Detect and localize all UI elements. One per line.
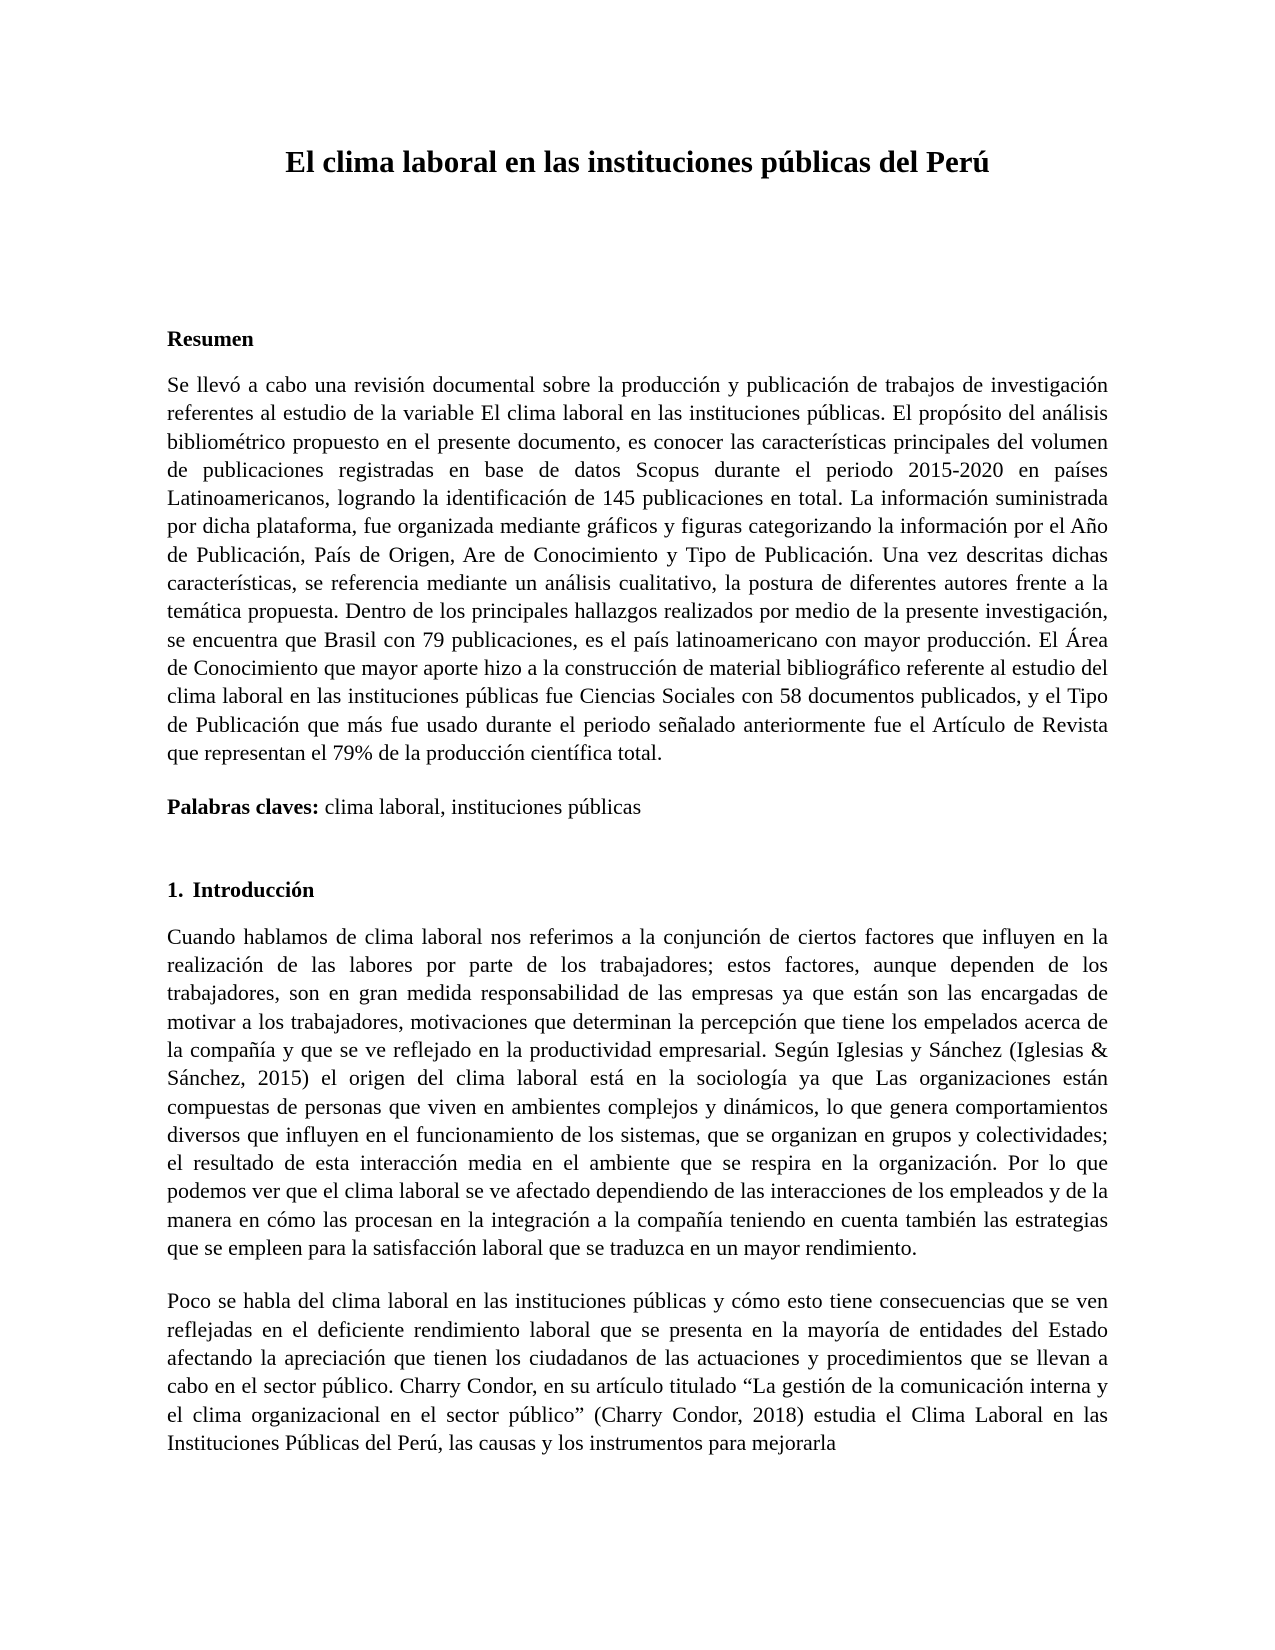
section-number: 1.	[167, 877, 184, 903]
keywords-label: Palabras claves:	[167, 794, 320, 820]
keywords-value: clima laboral, instituciones públicas	[324, 794, 642, 820]
abstract-heading: Resumen	[167, 326, 254, 351]
section-title: Introducción	[192, 877, 315, 903]
abstract-paragraph: Se llevó a cabo una revisión documental sobre la producción y publicación de trabajos de investigación referentes al estudio de la variable El clima laboral en las instituciones públicas. El propósito del análisis bibliométrico propuesto en el presente documento, es conocer las características principales del volumen de publicaciones registradas en base de datos Scopus durante el periodo 2015-2020 en países Latinoamericanos, logrando la identificación de 145 publicaciones en total. La información suministrada por dicha plataforma, fue organizada mediante gráficos y figuras categorizando la información por el Año de Publicación, País de Origen, Are de Conocimiento y Tipo de Publicación. Una vez descritas dichas características, se referencia mediante un análisis cualitativo, la postura de diferentes autores frente a la temática propuesta. Dentro de los principales hallazgos realizados por medio de la presente investigación, se encuentra que Brasil con 79 publicaciones, es el país latinoamericano con mayor producción. El Área de Conocimiento que mayor aporte hizo a la construcción de material bibliográfico referente al estudio del clima laboral en las instituciones públicas fue Ciencias Sociales con 58 documentos publicados, y el Tipo de Publicación que más fue usado durante el periodo señalado anteriormente fue el Artículo de Revista que representan el 79% de la producción científica total.	[167, 372, 1108, 765]
introduction-paragraph-1: Cuando hablamos de clima laboral nos referimos a la conjunción de ciertos factores que influyen en la realización de las labores por parte de los trabajadores; estos factores, aunque dependen de los trabajadores, son en gran medida responsabilidad de las empresas ya que están son las encargadas de motivar a los trabajadores, motivaciones que determinan la percepción que tiene los empelados acerca de la compañía y que se ve reflejado en la productividad empresarial. Según Iglesias y Sánchez (Iglesias & Sánchez, 2015) el origen del clima laboral está en la sociología ya que Las organizaciones están compuestas de personas que viven en ambientes complejos y dinámicos, lo que genera comportamientos diversos que influyen en el funcionamiento de los sistemas, que se organizan en grupos y colectividades; el resultado de esta interacción media en el ambiente que se respira en la organización. Por lo que podemos ver que el clima laboral se ve afectado dependiendo de las interacciones de los empleados y de la manera en cómo las procesan en la integración a la compañía teniendo en cuenta también las estrategias que se empleen para la satisfacción laboral que se traduzca en un mayor rendimiento.	[167, 923, 1108, 1261]
document-title: El clima laboral en las instituciones públicas del Perú	[285, 144, 990, 179]
keywords-line	[167, 793, 1108, 821]
introduction-paragraph-2: Poco se habla del clima laboral en las instituciones públicas y cómo esto tiene consecuencias que se ven reflejadas en el deficiente rendimiento laboral que se presenta en la mayoría de entidades del Estado afectando la apreciación que tienen los ciudadanos de las actuaciones y procedimientos que se llevan a cabo en el sector público. Charry Condor, en su artículo titulado “La gestión de la comunicación interna y el clima organizacional en el sector público” (Charry Condor, 2018) estudia el Clima Laboral en las Instituciones Públicas del Perú, las causas y los instrumentos para mejorarla	[167, 1288, 1108, 1455]
section-heading-introduction	[167, 876, 1108, 904]
